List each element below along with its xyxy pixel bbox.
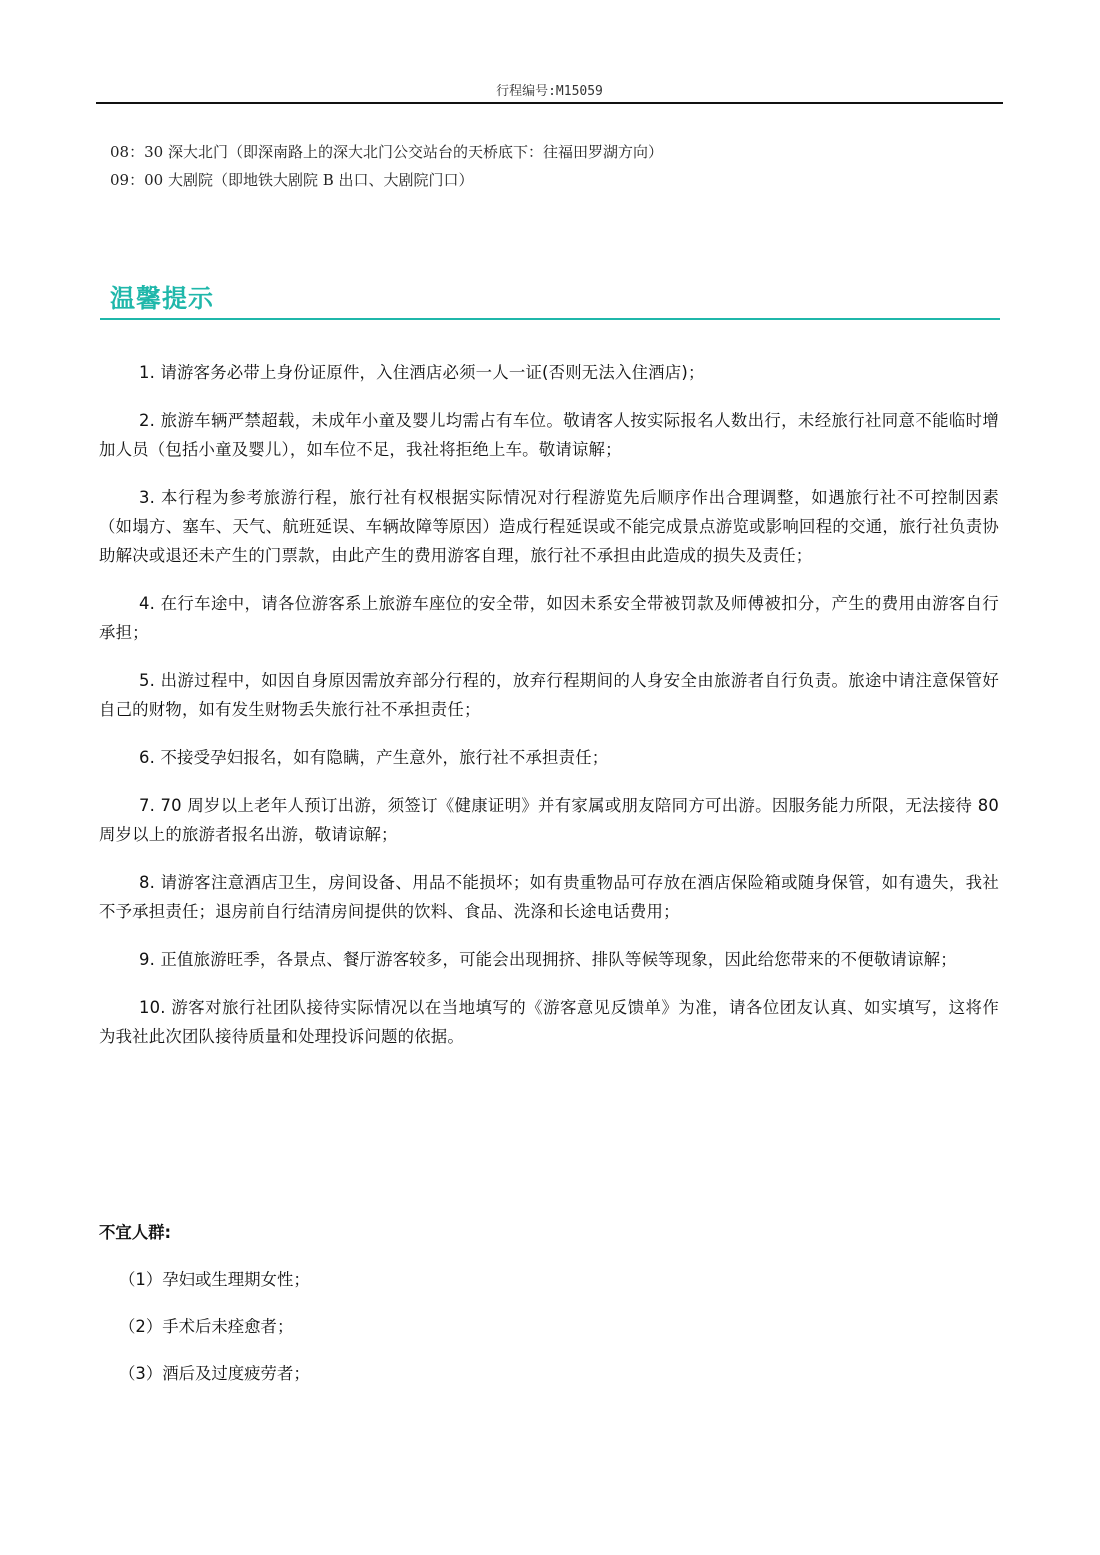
section-title-tips: 温馨提示	[110, 284, 215, 313]
tip-item-6: 6. 不接受孕妇报名，如有隐瞒，产生意外，旅行社不承担责任；	[139, 748, 609, 767]
tip-item-3: 3. 本行程为参考旅游行程，旅行社有权根据实际情况对行程游览先后顺序作出合理调整，如遇旅行社不可控制因素（如塌方、塞车、天气、航班延误、车辆故障等原因）造成行程延误或不能完成景点游览或影响回程的交通，旅行社负责协助解决或退还未产生的门票款，由此产生的费用游客自理，旅行社不承担由此造成的损失及责任；	[99, 488, 999, 565]
tip-item-7: 7. 70 周岁以上老年人预订出游，须签订《健康证明》并有家属或朋友陪同方可出游。因服务能力所限，无法接待 80 周岁以上的旅游者报名出游，敬请谅解；	[99, 796, 999, 844]
page-header	[96, 76, 1003, 104]
unsuitable-item-2: （2）手术后未痊愈者；	[119, 1317, 294, 1336]
tip-item-1: 1. 请游客务必带上身份证原件，入住酒店必须一人一证(否则无法入住酒店)；	[139, 363, 705, 382]
pickup-time-2: 09：00 大剧院（即地铁大剧院 B 出口、大剧院门口）	[110, 171, 474, 189]
pickup-time-1: 08：30 深大北门（即深南路上的深大北门公交站台的天桥底下：往福田罗湖方向）	[110, 143, 663, 161]
tip-item-2: 2. 旅游车辆严禁超载，未成年小童及婴儿均需占有车位。敬请客人按实际报名人数出行，未经旅行社同意不能临时增加人员（包括小童及婴儿），如车位不足，我社将拒绝上车。敬请谅解；	[99, 411, 999, 459]
tip-item-4: 4. 在行车途中，请各位游客系上旅游车座位的安全带，如因未系安全带被罚款及师傅被扣分，产生的费用由游客自行承担；	[99, 594, 999, 642]
tip-item-5: 5. 出游过程中，如因自身原因需放弃部分行程的，放弃行程期间的人身安全由旅游者自行负责。旅途中请注意保管好自己的财物，如有发生财物丢失旅行社不承担责任；	[99, 671, 999, 719]
tip-item-9: 9. 正值旅游旺季，各景点、餐厅游客较多，可能会出现拥挤、排队等候等现象，因此给您带来的不便敬请谅解；	[139, 950, 957, 969]
tips-list	[99, 358, 999, 1070]
section-divider	[100, 318, 1000, 320]
tip-item-10: 10. 游客对旅行社团队接待实际情况以在当地填写的《游客意见反馈单》为准，请各位团友认真、如实填写，这将作为我社此次团队接待质量和处理投诉问题的依据。	[99, 998, 999, 1046]
unsuitable-groups-heading: 不宜人群:	[99, 1223, 172, 1242]
unsuitable-groups-list	[119, 1268, 979, 1409]
itinerary-number: 行程编号:M15059	[496, 84, 603, 99]
unsuitable-item-3: （3）酒后及过度疲劳者；	[119, 1364, 310, 1383]
unsuitable-item-1: （1）孕妇或生理期女性；	[119, 1270, 310, 1289]
pickup-schedule	[110, 138, 990, 194]
tip-item-8: 8. 请游客注意酒店卫生，房间设备、用品不能损坏；如有贵重物品可存放在酒店保险箱或随身保管，如有遗失，我社不予承担责任；退房前自行结清房间提供的饮料、食品、洗涤和长途电话费用；	[99, 873, 999, 921]
